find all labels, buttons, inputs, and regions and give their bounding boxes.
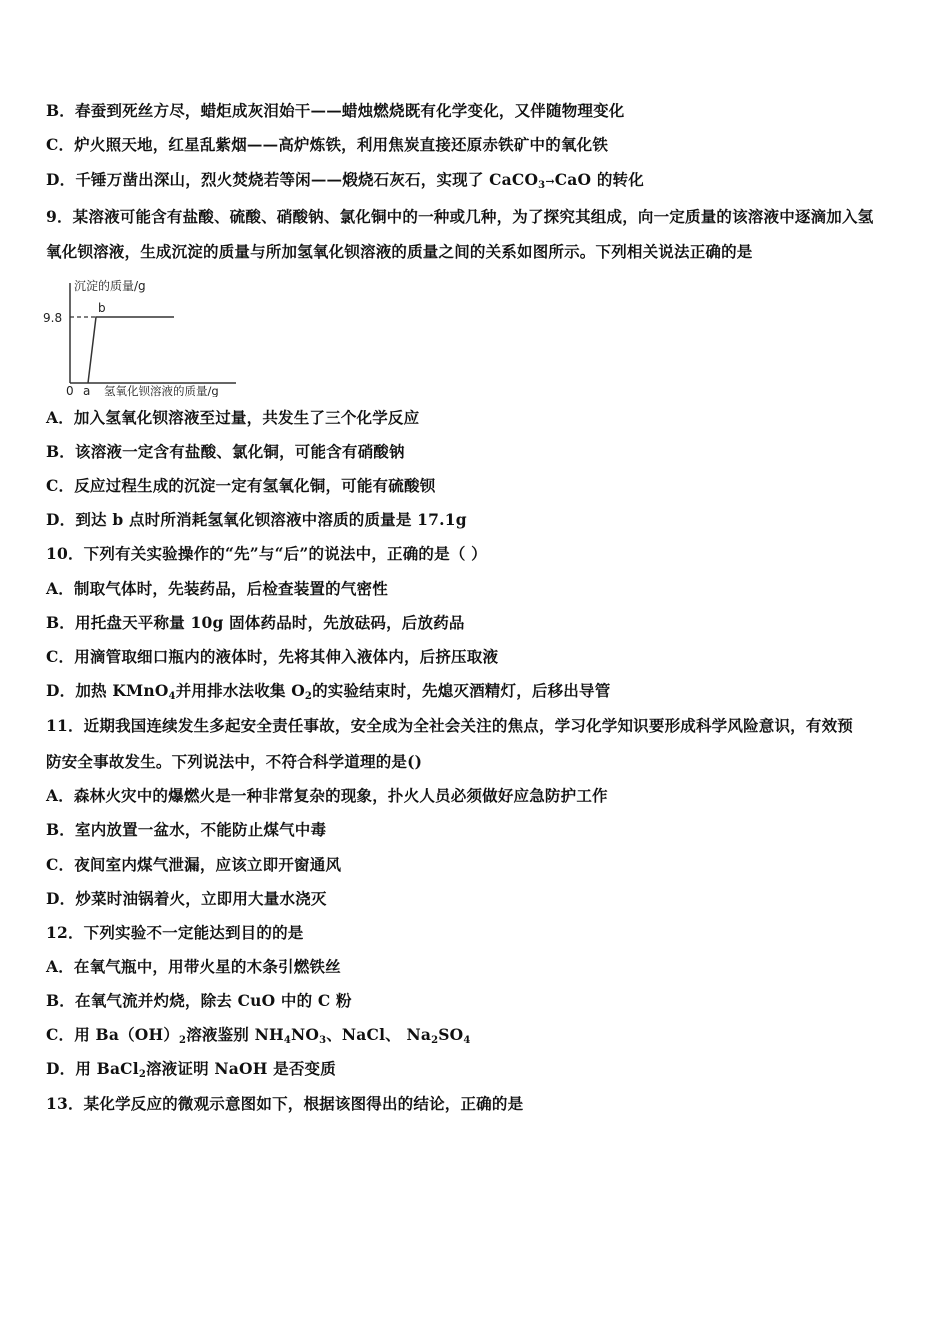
q10-option-a: A．制取气体时，先装药品，后检查装置的气密性 bbox=[46, 579, 388, 598]
q11-stem-line1: 11．近期我国连续发生多起安全责任事故，安全成为全社会关注的焦点，学习化学知识要形成科学风险意识，有效预 bbox=[46, 716, 853, 735]
q9-precipitate-graph bbox=[40, 275, 240, 397]
q12-option-a: A．在氧气瓶中，用带火星的木条引燃铁丝 bbox=[46, 957, 341, 976]
point-a-label: a bbox=[83, 384, 91, 397]
q12-option-c: C．用 $Ba(OH)_2$溶液鉴别 $NH_4NO_3$、NaCl、 $Na_2SO_4$ bbox=[46, 1025, 471, 1046]
q10-option-b: B．用托盘天平称量 10g 固体药品时，先放砝码，后放药品 bbox=[46, 613, 465, 632]
x-axis-label: 氢氧化钡溶液的质量/g bbox=[104, 384, 219, 397]
q11-option-b: B．室内放置一盆水，不能防止煤气中毒 bbox=[46, 820, 327, 839]
q11-stem-line2: 防安全事故发生。下列说法中，不符合科学道理的是() bbox=[46, 752, 423, 771]
q9-option-b: B．该溶液一定含有盐酸、氯化铜，可能含有硝酸钠 bbox=[46, 442, 405, 461]
q9-option-a: A．加入氢氧化钡溶液至过量，共发生了三个化学反应 bbox=[46, 408, 420, 427]
q12-stem: 12．下列实验不一定能达到目的的是 bbox=[46, 923, 304, 942]
q9-option-d: D．到达 b 点时所消耗氢氧化钡溶液中溶质的质量是 17.1g bbox=[46, 510, 467, 529]
q12-option-b: B．在氧气流并灼烧，除去 CuO 中的 C 粉 bbox=[46, 991, 352, 1010]
point-b-label: b bbox=[98, 301, 106, 315]
y-axis-label: 沉淀的质量/g bbox=[74, 279, 146, 293]
q10-stem: 10．下列有关实验操作的“先”与“后”的说法中，正确的是（ ） bbox=[46, 544, 487, 563]
q11-option-a: A．森林火灾中的爆燃火是一种非常复杂的现象，扑火人员必须做好应急防护工作 bbox=[46, 786, 608, 805]
q13-stem: 13．某化学反应的微观示意图如下，根据该图得出的结论，正确的是 bbox=[46, 1094, 524, 1113]
q11-option-d: D．炒菜时油锅着火，立即用大量水浇灭 bbox=[46, 889, 327, 908]
q9-stem-line2: 氧化钡溶液，生成沉淀的质量与所加氢氧化钡溶液的质量之间的关系如图所示。下列相关说法正确的是 bbox=[46, 242, 753, 261]
q11-option-c: C．夜间室内煤气泄漏，应该立即开窗通风 bbox=[46, 855, 342, 874]
precipitate-curve bbox=[88, 317, 174, 383]
q10-option-c: C．用滴管取细口瓶内的液体时，先将其伸入液体内，后挤压取液 bbox=[46, 647, 499, 666]
q8-option-d: D．千锤万凿出深山，烈火焚烧若等闲——煅烧石灰石，实现了 CaCO$_3$→CaO 的转化 bbox=[46, 170, 644, 191]
q10-option-d: D．加热 KMnO$_4$并用排水法收集 $O_2$的实验结束时，先熄灭酒精灯，后移出导管 bbox=[46, 681, 611, 702]
q9-stem-line1: 9．某溶液可能含有盐酸、硫酸、硝酸钠、氯化铜中的一种或几种，为了探究其组成，向一定质量的该溶液中逐滴加入氢 bbox=[46, 207, 874, 226]
q9-option-c: C．反应过程生成的沉淀一定有氢氧化铜，可能有硫酸钡 bbox=[46, 476, 436, 495]
q8-option-c: C．炉火照天地，红星乱紫烟——高炉炼铁，利用焦炭直接还原赤铁矿中的氧化铁 bbox=[46, 135, 609, 154]
y-value-label: 9.8 bbox=[43, 311, 63, 325]
q12-option-d: D．用 BaCl$_2$溶液证明 NaOH 是否变质 bbox=[46, 1059, 336, 1080]
origin-label: 0 bbox=[66, 384, 74, 397]
q8-option-b: B．春蚕到死丝方尽，蜡炬成灰泪始干——蜡烛燃烧既有化学变化，又伴随物理变化 bbox=[46, 101, 625, 120]
